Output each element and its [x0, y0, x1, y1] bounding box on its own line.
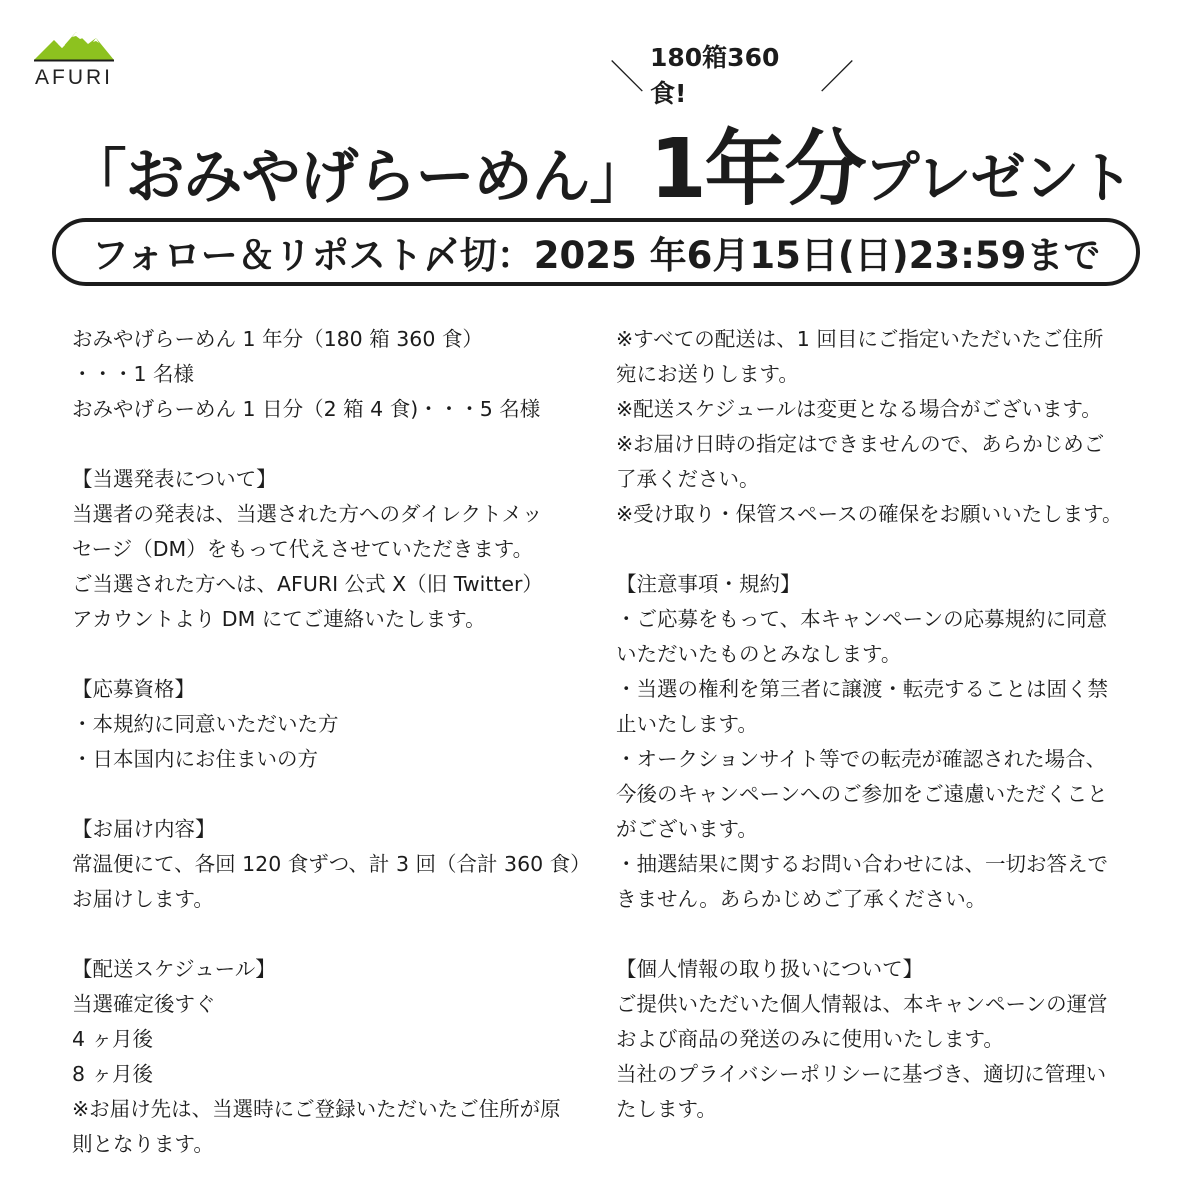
deadline-banner — [52, 218, 1140, 286]
section-heading: 【個人情報の取り扱いについて】 — [616, 957, 924, 981]
section-spacer — [72, 637, 584, 672]
section-heading: 【応募資格】 — [72, 677, 195, 701]
body-line: および商品の発送のみに使用いたします。 — [616, 1027, 1004, 1051]
body-line: 当選確定後すぐ — [72, 992, 216, 1016]
campaign-kicker — [604, 43, 860, 108]
body-line: たします。 — [616, 1097, 717, 1121]
section-heading: 【お届け内容】 — [72, 817, 216, 841]
body-line: 止いたします。 — [616, 712, 758, 736]
body-line: 則となります。 — [72, 1132, 214, 1156]
left-column — [72, 322, 591, 1162]
deadline-text: フォロー＆リポスト〆切：2025 年6月15日(日)23:59まで — [91, 234, 1101, 277]
body-line: ※受け取り・保管スペースの確保をお願いいたします。 — [616, 502, 1123, 526]
body-line: 常温便にて、各回 120 食ずつ、計 3 回（合計 360 食） — [72, 852, 591, 876]
logo-wordmark: AFURI — [35, 66, 113, 89]
brand-logo — [32, 28, 116, 90]
page-headline — [30, 104, 1170, 217]
left-slash-mark: ＼ — [610, 57, 644, 98]
body-line: ※お届け日時の指定はできませんので、あらかじめご — [616, 432, 1105, 456]
body-line: 8 ヶ月後 — [72, 1062, 154, 1086]
body-line: 当選者の発表は、当選された方へのダイレクトメッ — [72, 502, 543, 526]
headline-product: 「おみやげらーめん」 — [67, 142, 648, 211]
kicker-text: 180箱360食! — [650, 43, 780, 108]
section-heading: 【注意事項・規約】 — [616, 572, 801, 596]
body-line: ※すべての配送は、1 回目にご指定いただいたご住所 — [616, 327, 1104, 351]
section-heading: 【当選発表について】 — [72, 467, 277, 491]
body-line: ・オークションサイト等での転売が確認された場合、 — [616, 747, 1107, 771]
body-line: ※お届け先は、当選時にご登録いただいたご住所が原 — [72, 1097, 561, 1121]
section-spacer — [72, 427, 584, 462]
headline-duration: 1年分 — [649, 122, 865, 217]
right-column — [616, 322, 1136, 1127]
body-line: いただいたものとみなします。 — [616, 642, 902, 666]
section-spacer — [72, 917, 584, 952]
body-line: きません。あらかじめご了承ください。 — [616, 887, 987, 911]
section-spacer — [616, 532, 1136, 567]
body-line: ご当選された方へは、AFURI 公式 X（旧 Twitter） — [72, 572, 543, 596]
body-line: 了承ください。 — [616, 467, 760, 491]
body-line: がございます。 — [616, 817, 758, 841]
body-line: 宛にお送りします。 — [616, 362, 799, 386]
body-line: ※配送スケジュールは変更となる場合がございます。 — [616, 397, 1102, 421]
body-line: おみやげらーめん 1 年分（180 箱 360 食） — [72, 327, 483, 351]
right-slash-mark: ／ — [820, 57, 854, 98]
body-line: アカウントより DM にてご連絡いたします。 — [72, 607, 486, 631]
body-line: 今後のキャンペーンへのご参加をご遠慮いただくこと — [616, 782, 1108, 806]
body-line: ・当選の権利を第三者に譲渡・転売することは固く禁 — [616, 677, 1108, 701]
body-line: ・日本国内にお住まいの方 — [72, 747, 318, 771]
mountain-logo-icon — [32, 28, 116, 62]
body-line: ご提供いただいた個人情報は、本キャンペーンの運営 — [616, 992, 1108, 1016]
body-line: 当社のプライバシーポリシーに基づき、適切に管理い — [616, 1062, 1107, 1086]
section-heading: 【配送スケジュール】 — [72, 957, 276, 981]
body-line: ・ご応募をもって、本キャンペーンの応募規約に同意 — [616, 607, 1108, 631]
body-line: おみやげらーめん 1 日分（2 箱 4 食)・・・5 名様 — [72, 397, 541, 421]
body-line: ・抽選結果に関するお問い合わせには、一切お答えで — [616, 852, 1108, 876]
body-line: セージ（DM）をもって代えさせていただきます。 — [72, 537, 534, 561]
body-line: 4 ヶ月後 — [72, 1027, 154, 1051]
body-line: ・・・1 名様 — [72, 362, 195, 386]
body-line: ・本規約に同意いただいた方 — [72, 712, 339, 736]
section-spacer — [72, 777, 584, 812]
body-line: お届けします。 — [72, 887, 214, 911]
headline-present: プレゼント — [864, 146, 1133, 210]
section-spacer — [616, 917, 1136, 952]
